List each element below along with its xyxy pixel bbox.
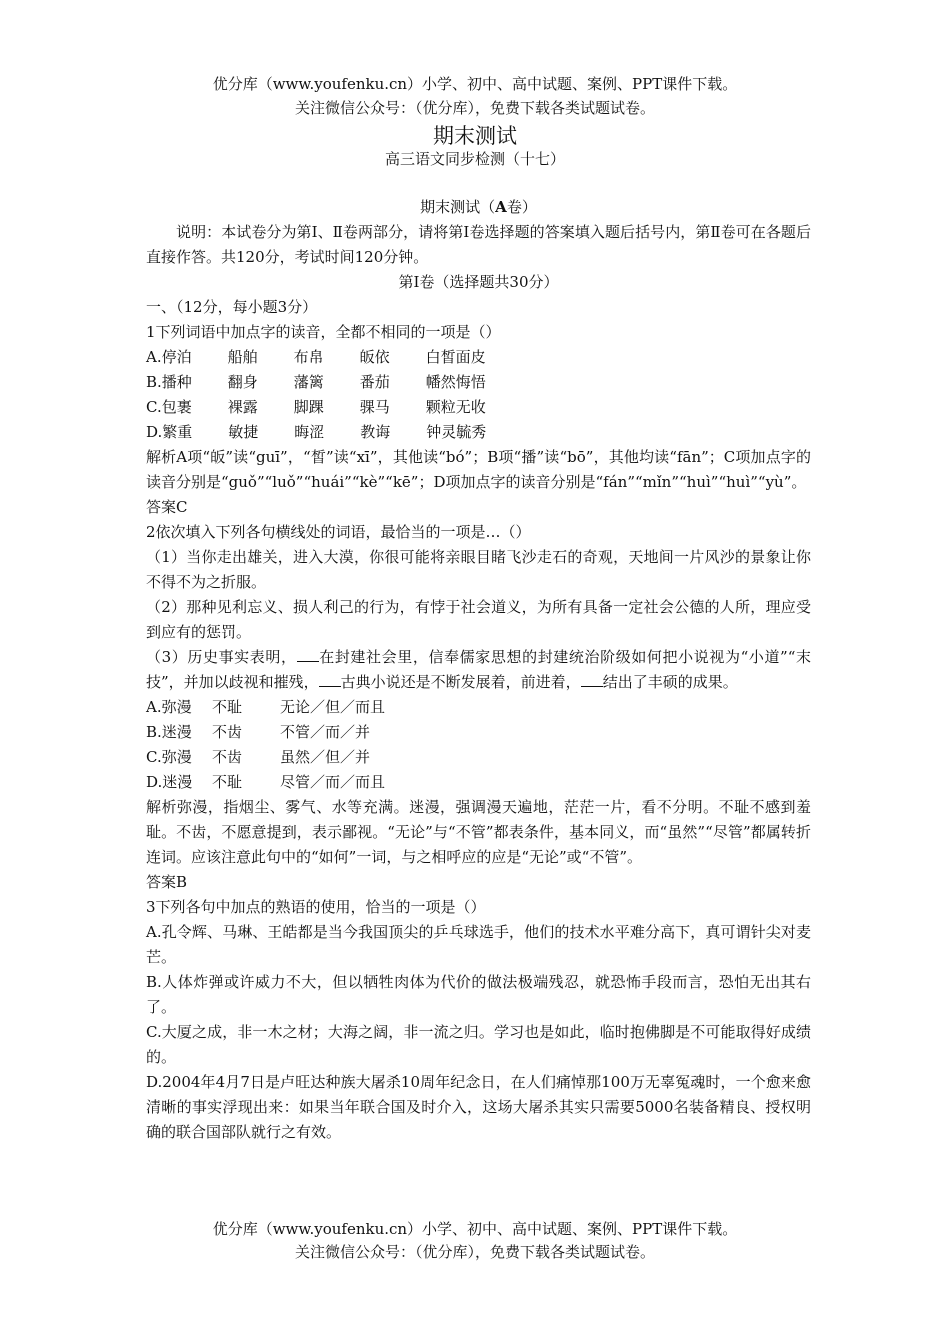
option-label: A. <box>146 348 162 366</box>
q2-option-b <box>146 720 811 745</box>
option-part: 尽管／而／而且 <box>280 773 386 791</box>
option-part: A.弥漫 <box>146 698 192 716</box>
q1-option-d <box>146 420 811 445</box>
option-word: 翻身 <box>227 373 258 391</box>
q2-sentence-2: （2）那种见利忘义、损人利己的行为，有悖于社会道义，为所有具备一定社会公德的人所，理应受到应有的惩罚。 <box>146 598 811 641</box>
option-word: 繁重 <box>162 423 193 441</box>
q2-analysis: 解析弥漫，指烟尘、雾气、水等充满。迷漫，强调漫天遍地，茫茫一片，看不分明。不耻不感到羞耻。不齿，不愿意提到，表示鄙视。“无论”与“不管”都表条件，基本同义，而“虽然”“尽管”都属转折连词。应该注意此句中的“如何”一词，与之相呼应的应是“无论”或“不管”。 <box>146 798 811 866</box>
q1-option-c <box>146 395 811 420</box>
q3-stem: 3下列各句中加点的熟语的使用，恰当的一项是（） <box>146 898 486 916</box>
q2-option-d <box>146 770 811 795</box>
q1-option-b <box>146 370 811 395</box>
page-subtitle: 高三语文同步检测（十七） <box>384 150 565 168</box>
option-word: 番茄 <box>359 373 390 391</box>
option-word: 脚踝 <box>293 398 324 416</box>
option-word: 敏捷 <box>228 423 259 441</box>
option-part: 不管／而／并 <box>280 723 371 741</box>
option-part: 虽然／但／并 <box>280 748 371 766</box>
option-word: 颗粒无收 <box>425 398 486 416</box>
option-label: B. <box>146 373 162 391</box>
footer-line-1: 优分库（www.youfenku.cn）小学、初中、高中试题、案例、PPT课件下载。 <box>212 1220 738 1238</box>
blank <box>297 647 319 662</box>
q1-answer: 答案C <box>146 498 188 516</box>
option-part: 不耻 <box>212 773 243 791</box>
q3-option-c: C.大厦之成，非一木之材；大海之阔，非一流之归。学习也是如此，临时抱佛脚是不可能取得好成绩的。 <box>146 1023 811 1066</box>
option-label: C. <box>146 398 162 416</box>
option-part: 无论／但／而且 <box>280 698 386 716</box>
option-part: B.迷漫 <box>146 723 192 741</box>
q3-option-a: A.孔令辉、马琳、王皓都是当今我国顶尖的乒乓球选手，他们的技术水平难分高下，真可谓针尖对麦芒。 <box>146 923 811 966</box>
q1-option-a <box>146 345 811 370</box>
q1-options <box>146 345 811 445</box>
option-word: 皈依 <box>359 348 390 366</box>
exam-body <box>146 195 811 1145</box>
q2-stem: 2依次填入下列各句横线处的词语，最恰当的一项是…（） <box>146 523 531 541</box>
option-word: 播种 <box>161 373 192 391</box>
part1-heading: 第Ⅰ卷（选择题共30分） <box>398 273 559 291</box>
header-line-1: 优分库（www.youfenku.cn）小学、初中、高中试题、案例、PPT课件下载。 <box>212 75 738 93</box>
option-part: 不齿 <box>212 748 243 766</box>
option-word: 教诲 <box>360 423 391 441</box>
q2-sentence-1: （1）当你走出雄关，进入大漠，你很可能将亲眼目睹飞沙走石的奇观，天地间一片风沙的景象让你不得不为之折服。 <box>146 548 811 591</box>
q3-option-d: D.2004年4月7日是卢旺达种族大屠杀10周年纪念日，在人们痛悼那100万无辜冤魂时，一个愈来愈清晰的事实浮现出来：如果当年联合国及时介入，这场大屠杀其实只需要5000名装备精良、授权明确的联合国部队就行之有效。 <box>146 1073 811 1141</box>
option-part: 不齿 <box>212 723 243 741</box>
footer-line-2: 关注微信公众号：（优分库），免费下载各类试题试卷。 <box>294 1243 655 1261</box>
q1-analysis: 解析A项“皈”读“guī”，“皙”读“xī”，其他读“bó”；B项“播”读“bō”，其他均读“fān”；C项加点字的读音分别是“guǒ”“luǒ”“huái”“kè”“kē”；D项加点字的读音分别是“fán”“mǐn”“huì”“huì”“yù”。 <box>146 448 811 491</box>
option-word: 停泊 <box>161 348 192 366</box>
option-word: 白皙面皮 <box>425 348 486 366</box>
instructions: 说明：本试卷分为第Ⅰ、Ⅱ卷两部分，请将第Ⅰ卷选择题的答案填入题后括号内，第Ⅱ卷可在各题后直接作答。共120分，考试时间120分钟。 <box>146 223 811 266</box>
option-label: D. <box>146 423 163 441</box>
paper-title: 期末测试（A卷） <box>420 198 537 216</box>
option-part: 不耻 <box>212 698 243 716</box>
option-word: 骒马 <box>359 398 390 416</box>
footer <box>0 1218 950 1264</box>
q3-option-b: B.人体炸弹或许威力不大，但以牺牲肉体为代价的做法极端残忍，就恐怖手段而言，恐怕无出其右了。 <box>146 973 811 1016</box>
option-part: C.弥漫 <box>146 748 192 766</box>
option-word: 钟灵毓秀 <box>426 423 487 441</box>
header-line-2: 关注微信公众号：（优分库），免费下载各类试题试卷。 <box>294 99 655 117</box>
q2-option-a <box>146 695 811 720</box>
section1-heading: 一、（12分，每小题3分） <box>146 298 318 316</box>
option-word: 裸露 <box>227 398 258 416</box>
blank <box>319 672 341 687</box>
option-word: 晦涩 <box>294 423 325 441</box>
q2-option-c <box>146 745 811 770</box>
option-word: 幡然悔悟 <box>425 373 486 391</box>
page-title: 期末测试 <box>433 124 517 148</box>
option-word: 船舶 <box>227 348 258 366</box>
q2-options <box>146 695 811 795</box>
option-word: 藩篱 <box>293 373 324 391</box>
option-part: D.迷漫 <box>146 773 193 791</box>
blank <box>581 672 603 687</box>
q2-sentence-3: （3）历史事实表明， 在封建社会里，信奉儒家思想的封建统治阶级如何把小说视为“小道”“末技”，并加以歧视和摧残， 古典小说还是不断发展着，前进着， 结出了丰硕的成果。 <box>146 648 811 691</box>
option-word: 包裹 <box>161 398 192 416</box>
q1-stem: 1下列词语中加点字的读音，全都不相同的一项是（） <box>146 323 501 341</box>
q2-answer: 答案B <box>146 873 188 891</box>
option-word: 布帛 <box>293 348 324 366</box>
